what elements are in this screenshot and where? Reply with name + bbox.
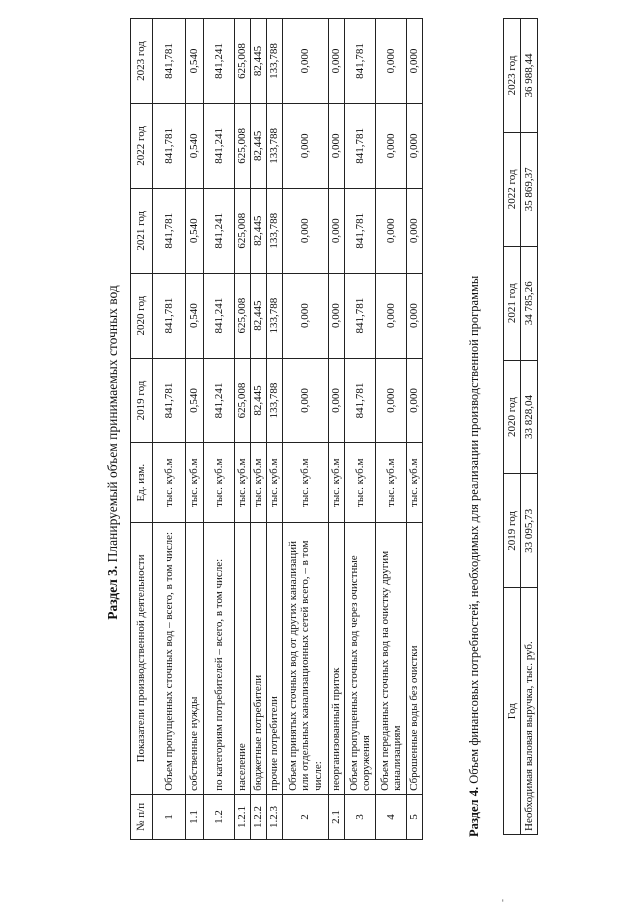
header-year: Год — [504, 588, 521, 835]
row-value: 0,000 — [407, 19, 423, 104]
row-value: 841,781 — [345, 103, 376, 188]
row-value: 82,445 — [251, 19, 267, 104]
row-value: 133,788 — [267, 273, 283, 358]
row-value: 841,241 — [204, 273, 235, 358]
row-value: 0,000 — [283, 188, 329, 273]
row-value: 841,781 — [153, 273, 186, 358]
header-no: № п/п — [131, 794, 153, 839]
header-2021: 2021 год — [504, 246, 521, 360]
header-2022: 2022 год — [504, 132, 521, 246]
row-value: 841,781 — [153, 358, 186, 443]
header-2019: 2019 год — [504, 474, 521, 588]
row-indicator: Сброшенные воды без очистки — [407, 523, 423, 795]
row-value: 841,781 — [153, 19, 186, 104]
row-number: 1.1 — [186, 794, 204, 839]
row-value: 0,540 — [186, 273, 204, 358]
table-row — [345, 19, 376, 840]
table-row — [329, 19, 345, 840]
section3-title-bold: Раздел 3. — [105, 565, 120, 620]
row-value: 625,008 — [235, 19, 251, 104]
row-value: 841,241 — [204, 19, 235, 104]
row-value: 0,000 — [329, 273, 345, 358]
row-indicator: население — [235, 523, 251, 795]
row-value: 841,241 — [204, 358, 235, 443]
row-number: 1.2.2 — [251, 794, 267, 839]
row-unit: тыс. куб.м — [376, 443, 407, 523]
value-2021: 34 785,26 — [521, 246, 538, 360]
row-unit: тыс. куб.м — [267, 443, 283, 523]
table-row — [186, 19, 204, 840]
row-value: 0,000 — [283, 19, 329, 104]
row-value: 625,008 — [235, 188, 251, 273]
header-2023: 2023 год — [131, 19, 153, 104]
row-value: 0,000 — [376, 273, 407, 358]
row-value: 82,445 — [251, 358, 267, 443]
section3-title — [105, 0, 121, 905]
row-number: 1 — [153, 794, 186, 839]
row-value: 841,781 — [153, 103, 186, 188]
row-number: 1.2.1 — [235, 794, 251, 839]
table-row — [204, 19, 235, 840]
row-value: 841,781 — [153, 188, 186, 273]
row-unit: тыс. куб.м — [153, 443, 186, 523]
row-value: 625,008 — [235, 358, 251, 443]
row-value: 841,781 — [345, 358, 376, 443]
row-value: 0,000 — [407, 358, 423, 443]
row-value: 82,445 — [251, 103, 267, 188]
table-header-row — [131, 19, 153, 840]
section3-title-rest: Планируемый объем принимаемых сточных вод — [105, 285, 120, 566]
row-value: 841,781 — [345, 273, 376, 358]
row-value: 0,000 — [376, 358, 407, 443]
value-2020: 33 828,04 — [521, 360, 538, 474]
row-unit: тыс. куб.м — [345, 443, 376, 523]
row-indicator: Объем принятых сточных вод от других канализаций или отдельных канализационных сетей всего, – в том числе: — [283, 523, 329, 795]
section4-title-bold: Раздел 4. — [467, 786, 481, 837]
row-indicator: Объем переданных сточных вод на очистку другим канализациям — [376, 523, 407, 795]
row-value: 0,000 — [329, 188, 345, 273]
row-value: 133,788 — [267, 103, 283, 188]
row-value: 82,445 — [251, 273, 267, 358]
row-value: 0,000 — [376, 103, 407, 188]
financial-needs-table — [503, 18, 538, 835]
row-unit: тыс. куб.м — [235, 443, 251, 523]
row-value: 625,008 — [235, 103, 251, 188]
row-unit: тыс. куб.м — [283, 443, 329, 523]
table-row — [235, 19, 251, 840]
value-2022: 35 869,37 — [521, 132, 538, 246]
row-unit: тыс. куб.м — [186, 443, 204, 523]
row-unit: тыс. куб.м — [204, 443, 235, 523]
value-2023: 36 988,44 — [521, 19, 538, 133]
margin-mark: - — [497, 899, 507, 902]
header-2020: 2020 год — [131, 273, 153, 358]
row-value: 0,000 — [283, 358, 329, 443]
row-indicator: Объем пропущенных сточных вод через очистные сооружения — [345, 523, 376, 795]
header-unit: Ед. изм. — [131, 443, 153, 523]
row-number: 1.2.3 — [267, 794, 283, 839]
row-number: 5 — [407, 794, 423, 839]
row-value: 0,000 — [407, 103, 423, 188]
row-unit: тыс. куб.м — [407, 443, 423, 523]
table-row — [267, 19, 283, 840]
row-value: 133,788 — [267, 188, 283, 273]
header-2019: 2019 год — [131, 358, 153, 443]
row-value: 0,000 — [283, 103, 329, 188]
wastewater-volume-table — [130, 18, 423, 840]
header-2020: 2020 год — [504, 360, 521, 474]
row-label: Необходимая валовая выручка, тыс. руб. — [521, 588, 538, 835]
table-header-row — [504, 19, 521, 835]
row-value: 0,000 — [407, 273, 423, 358]
table-row — [521, 19, 538, 835]
row-value: 841,781 — [345, 19, 376, 104]
row-value: 625,008 — [235, 273, 251, 358]
row-indicator: по категориям потребителей – всего, в том числе: — [204, 523, 235, 795]
section4-title — [467, 276, 482, 837]
row-value: 841,781 — [345, 188, 376, 273]
row-value: 841,241 — [204, 103, 235, 188]
table-row — [376, 19, 407, 840]
header-2021: 2021 год — [131, 188, 153, 273]
row-number: 2 — [283, 794, 329, 839]
row-indicator: собственные нужды — [186, 523, 204, 795]
value-2019: 33 095,73 — [521, 474, 538, 588]
row-unit: тыс. куб.м — [329, 443, 345, 523]
row-value: 0,540 — [186, 358, 204, 443]
row-value: 0,540 — [186, 103, 204, 188]
table-row — [251, 19, 267, 840]
row-value: 0,000 — [329, 358, 345, 443]
section4-title-rest: Объем финансовых потребностей, необходимых для реализации производственной программы — [467, 275, 481, 787]
row-value: 0,000 — [376, 19, 407, 104]
header-indicator: Показатели производственной деятельности — [131, 523, 153, 795]
row-number: 2.1 — [329, 794, 345, 839]
header-2022: 2022 год — [131, 103, 153, 188]
row-indicator: прочие потребители — [267, 523, 283, 795]
row-value: 0,000 — [283, 273, 329, 358]
row-value: 133,788 — [267, 19, 283, 104]
header-2023: 2023 год — [504, 19, 521, 133]
table-row — [283, 19, 329, 840]
row-value: 0,000 — [376, 188, 407, 273]
row-number: 1.2 — [204, 794, 235, 839]
row-indicator: бюджетные потребители — [251, 523, 267, 795]
row-value: 841,241 — [204, 188, 235, 273]
row-unit: тыс. куб.м — [251, 443, 267, 523]
row-value: 133,788 — [267, 358, 283, 443]
row-value: 0,000 — [407, 188, 423, 273]
table-row — [153, 19, 186, 840]
row-value: 0,000 — [329, 19, 345, 104]
row-number: 4 — [376, 794, 407, 839]
row-indicator: Объем пропущенных сточных вод – всего, в том числе: — [153, 523, 186, 795]
row-indicator: неорганизованный приток — [329, 523, 345, 795]
row-value: 0,540 — [186, 188, 204, 273]
row-number: 3 — [345, 794, 376, 839]
row-value: 82,445 — [251, 188, 267, 273]
row-value: 0,000 — [329, 103, 345, 188]
row-value: 0,540 — [186, 19, 204, 104]
table-row — [407, 19, 423, 840]
